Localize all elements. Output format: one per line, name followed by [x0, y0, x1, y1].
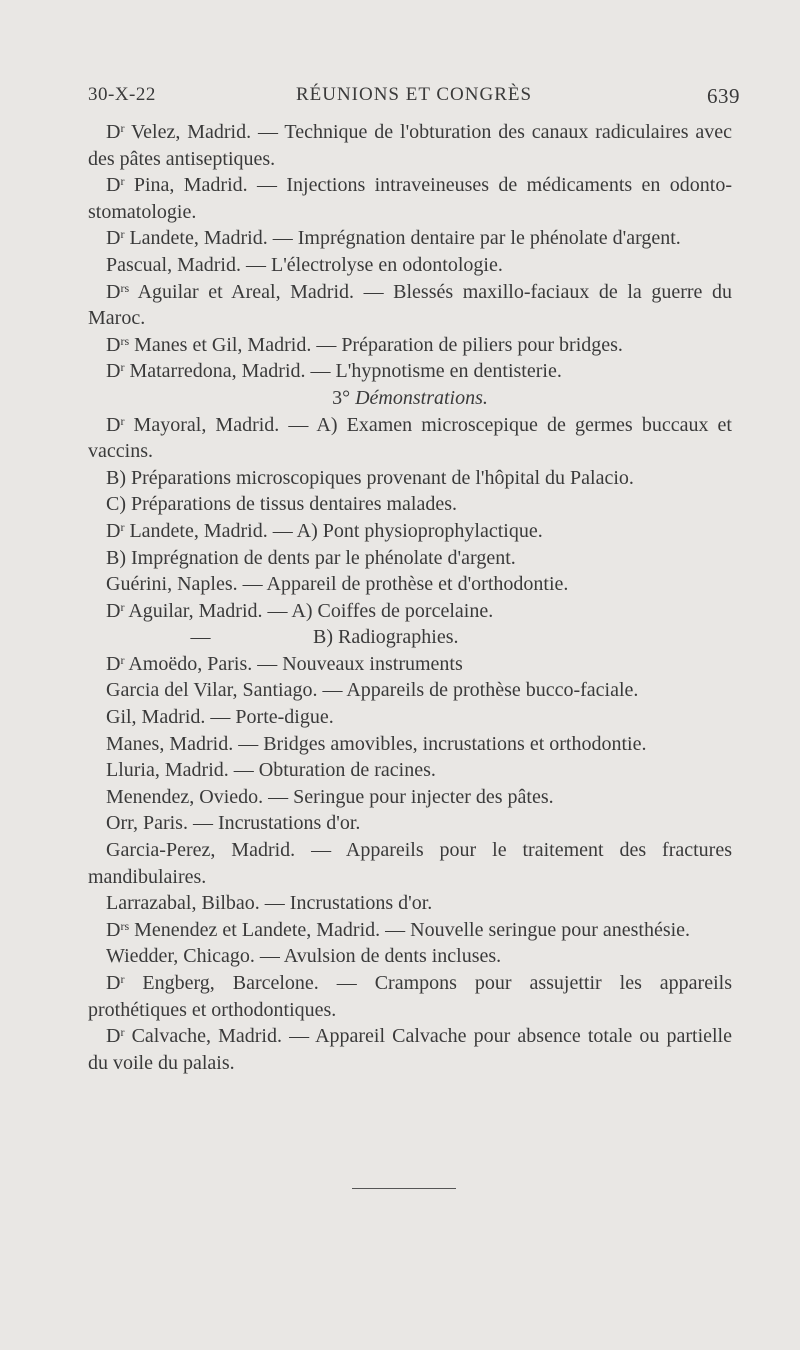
section-number: 3° — [332, 386, 351, 409]
title-abbrev: D — [106, 227, 121, 250]
entry-text: Engberg, Barcelone. — Crampons pour assujettir les appareils prothétiques et orthodontiques. — [88, 972, 732, 1021]
entry-text: Larrazabal, Bilbao. — Incrustations d'or. — [106, 892, 433, 915]
entry-text: B) Préparations microscopiques provenant de l'hôpital du Palacio. — [106, 466, 634, 489]
entry-text: Garcia del Vilar, Santiago. — Appareils de prothèse bucco-faciale. — [106, 679, 639, 702]
list-item — [88, 943, 732, 970]
list-item — [88, 810, 732, 837]
section-heading — [88, 385, 732, 412]
title-abbrev: D — [106, 652, 121, 675]
list-item — [88, 119, 732, 172]
title-abbrev-superscript: r — [120, 360, 125, 375]
entry-text: C) Préparations de tissus dentaires malades. — [106, 493, 458, 516]
entry-text: B) Imprégnation de dents par le phénolate d'argent. — [106, 546, 516, 569]
running-header — [88, 84, 740, 114]
list-item — [88, 917, 732, 944]
title-abbrev-superscript: r — [120, 652, 125, 667]
entry-text: Menendez, Oviedo. — Seringue pour injecter des pâtes. — [106, 785, 554, 808]
entry-text: Landete, Madrid. — Imprégnation dentaire par le phénolate d'argent. — [124, 227, 681, 250]
title-abbrev-superscript: r — [120, 174, 125, 189]
list-item — [88, 731, 732, 758]
entry-text: Pina, Madrid. — Injections intraveineuses de médicaments en odonto-stomatologie. — [88, 174, 732, 223]
title-abbrev-superscript: r — [120, 413, 125, 428]
list-item — [88, 837, 732, 890]
title-abbrev-superscript: r — [120, 972, 125, 986]
list-item — [88, 624, 732, 651]
entry-text: Matarredona, Madrid. — L'hypnotisme en dentisterie. — [124, 360, 562, 383]
list-item — [88, 358, 732, 385]
title-abbrev: D — [106, 519, 121, 542]
entry-text: Gil, Madrid. — Porte-digue. — [106, 706, 334, 729]
entry-text: Menendez et Landete, Madrid. — Nouvelle seringue pour anesthésie. — [129, 918, 691, 941]
list-item — [88, 571, 732, 598]
list-item — [88, 1023, 732, 1076]
title-abbrev: D — [106, 918, 121, 941]
list-item — [88, 465, 732, 492]
page-number: 639 — [707, 84, 740, 108]
entry-text: Orr, Paris. — Incrustations d'or. — [106, 812, 361, 835]
title-abbrev-superscript: rs — [120, 280, 130, 295]
list-item — [88, 890, 732, 917]
title-abbrev: D — [106, 333, 121, 356]
list-item — [88, 598, 732, 625]
list-item — [88, 677, 732, 704]
entry-text: Pascual, Madrid. — L'électrolyse en odontologie. — [106, 253, 503, 276]
title-abbrev-superscript: rs — [120, 333, 130, 348]
list-item — [88, 545, 732, 572]
list-item — [88, 704, 732, 731]
title-abbrev: D — [106, 1025, 121, 1048]
entry-text: Mayoral, Madrid. — A) Examen microscepique de germes buccaux et vaccins. — [88, 413, 732, 463]
entries-list-papers — [88, 119, 732, 385]
title-abbrev-superscript: r — [120, 227, 125, 242]
title-abbrev: D — [106, 360, 121, 383]
entry-text: Aguilar et Areal, Madrid. — Blessés maxillo-faciaux de la guerre du Maroc. — [88, 280, 732, 330]
list-item — [88, 651, 732, 678]
entry-text: Calvache, Madrid. — Appareil Calvache pour absence totale ou partielle du voile du palais. — [88, 1025, 732, 1074]
entry-text: Lluria, Madrid. — Obturation de racines. — [106, 759, 436, 782]
title-abbrev-superscript: r — [120, 519, 125, 534]
ditto-dash: — — [190, 626, 211, 649]
title-abbrev: D — [106, 174, 121, 197]
list-item — [88, 172, 732, 225]
entry-text: Manes, Madrid. — Bridges amovibles, incrustations et orthodontie. — [106, 732, 647, 755]
entry-text: Aguilar, Madrid. — A) Coiffes de porcelaine. — [124, 599, 494, 622]
list-item — [88, 252, 732, 279]
title-abbrev-superscript: r — [120, 1025, 125, 1040]
title-abbrev-superscript: rs — [120, 918, 130, 933]
entry-text: Guérini, Naples. — Appareil de prothèse et d'orthodontie. — [106, 573, 569, 596]
entries-list-demonstrations-continued — [88, 651, 732, 1077]
closing-rule — [352, 1188, 456, 1189]
title-abbrev-superscript: r — [120, 599, 125, 614]
list-item — [88, 970, 732, 1023]
entry-text: Velez, Madrid. — Technique de l'obturation des canaux radiculaires avec des pâtes antiseptiques. — [88, 121, 732, 170]
entry-text: Wiedder, Chicago. — Avulsion de dents incluses. — [106, 945, 502, 968]
list-item — [88, 412, 732, 465]
list-item — [88, 491, 732, 518]
entry-text: B) Radiographies. — [313, 626, 459, 649]
section-title: Démonstrations. — [355, 386, 488, 409]
list-item — [88, 332, 732, 359]
entries-list-demonstrations — [88, 412, 732, 625]
title-abbrev-superscript: r — [120, 121, 125, 135]
title-abbrev: D — [106, 280, 121, 303]
list-item — [88, 757, 732, 784]
list-item — [88, 225, 732, 252]
title-abbrev: D — [106, 599, 121, 622]
page-body — [88, 119, 732, 1076]
title-abbrev: D — [106, 413, 121, 436]
title-abbrev: D — [106, 972, 121, 994]
list-item — [88, 279, 732, 332]
header-title: RÉUNIONS ET CONGRÈS — [295, 84, 533, 105]
entry-text: Landete, Madrid. — A) Pont physioprophylactique. — [124, 519, 543, 542]
list-item — [88, 518, 732, 545]
entry-text: Amoëdo, Paris. — Nouveaux instruments — [124, 652, 463, 675]
header-date: 30-X-22 — [88, 84, 156, 105]
entry-text: Garcia-Perez, Madrid. — Appareils pour le traitement des fractures mandibulaires. — [88, 839, 732, 888]
list-item — [88, 784, 732, 811]
entry-text: Manes et Gil, Madrid. — Préparation de piliers pour bridges. — [129, 333, 623, 356]
title-abbrev: D — [106, 121, 121, 143]
